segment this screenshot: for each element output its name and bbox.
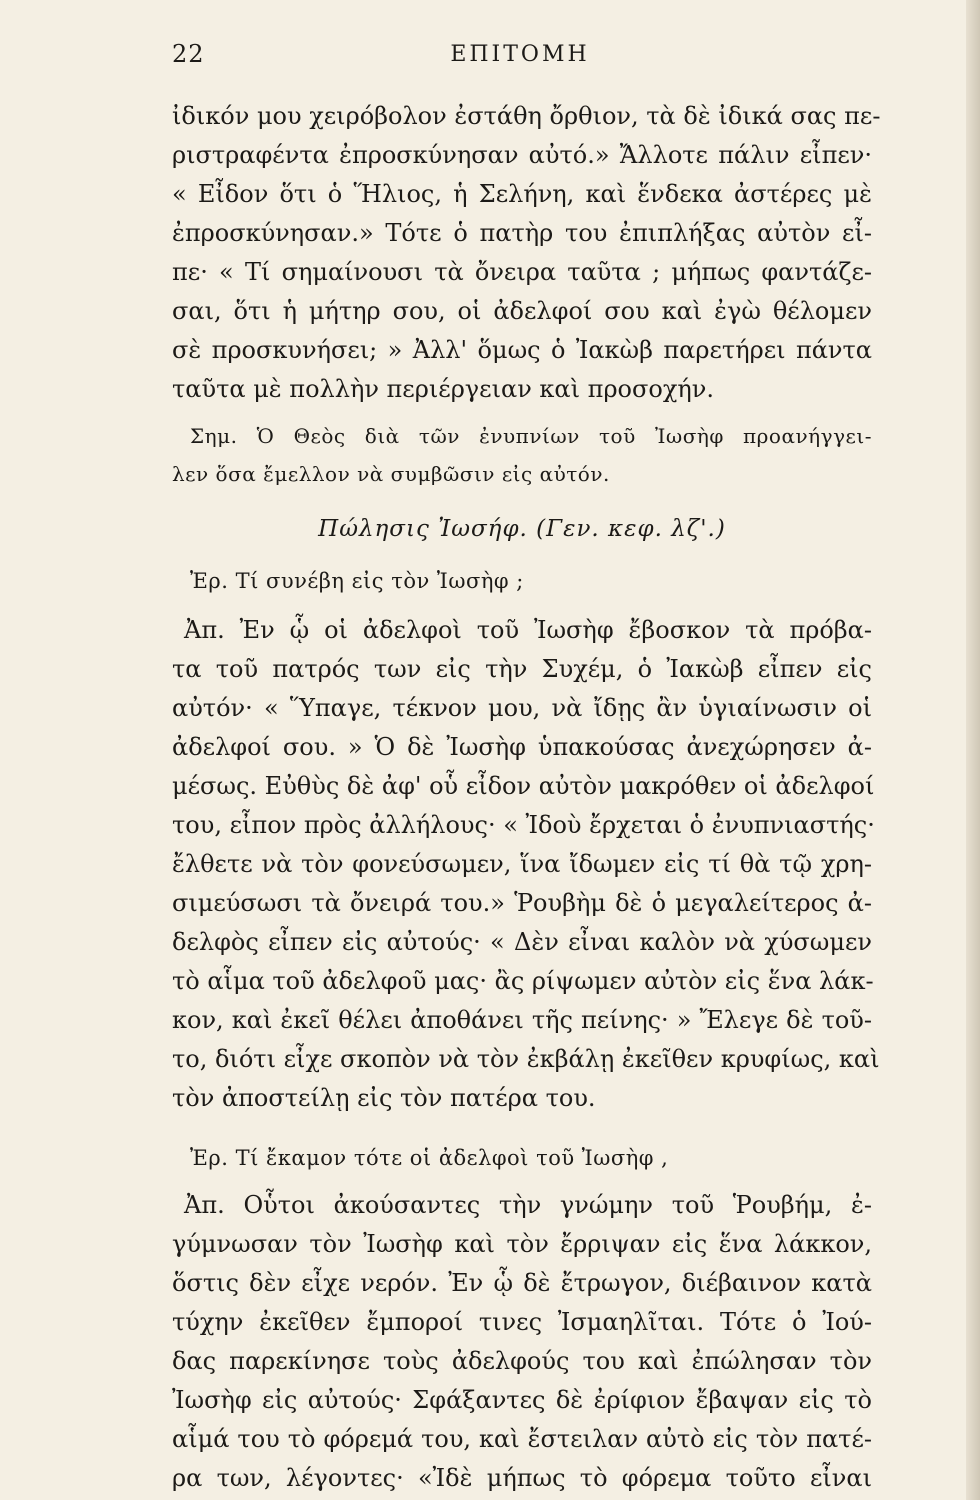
text-line: πε· « Τί σημαίνουσι τὰ ὄνειρα ταῦτα ; μήπως φαντάζε- (172, 258, 872, 286)
text-line: ταῦτα μὲ πολλὴν περιέργειαν καὶ προσοχήν. (172, 375, 714, 403)
footnote (172, 417, 872, 493)
text-line: κον, καὶ ἐκεῖ θέλει ἀποθάνει τῆς πείνης· » Ἔλεγε δὲ τοῦ- (172, 1006, 872, 1034)
text-line: ἐπροσκύνησαν.» Τότε ὁ πατὴρ του ἐπιπλήξας αὐτὸν εἶ- (172, 219, 872, 247)
text-line: « Εἶδον ὅτι ὁ Ἥλιος, ἡ Σελήνη, καὶ ἕνδεκα ἀστέρες μὲ (172, 180, 872, 208)
page-header (170, 40, 870, 80)
text-line: ἀδελφοί σου. » Ὁ δὲ Ἰωσὴφ ὑπακούσας ἀνεχώρησεν ἀ- (172, 733, 872, 761)
text-line: σιμεύσωσι τὰ ὄνειρά του.» Ῥουβὴμ δὲ ὁ μεγαλείτερος ἀ- (172, 889, 872, 917)
text-line: το, διότι εἶχε σκοπὸν νὰ τὸν ἐκβάλῃ ἐκεῖθεν κρυφίως, καὶ (172, 1045, 880, 1073)
page-body (172, 97, 881, 1498)
text-line: δελφὸς εἶπεν εἰς αὐτούς· « Δὲν εἶναι καλὸν νὰ χύσωμεν (172, 928, 872, 956)
paragraph-1 (172, 97, 881, 409)
text-line: γύμνωσαν τὸν Ἰωσὴφ καὶ τὸν ἔρριψαν εἰς ἕνα λάκκον, (172, 1230, 872, 1258)
text-line: δας παρεκίνησε τοὺς ἀδελφούς του καὶ ἐπώλησαν τὸν (172, 1347, 872, 1375)
text-line: αὐτόν· « Ὕπαγε, τέκνον μου, νὰ ἴδῃς ἂν ὑγιαίνωσιν οἱ (172, 694, 872, 722)
text-line: Ἀπ. Ἐν ᾧ οἱ ἀδελφοὶ τοῦ Ἰωσὴφ ἔβοσκον τὰ πρόβα- (184, 616, 872, 644)
text-line: τα τοῦ πατρός των εἰς τὴν Συχέμ, ὁ Ἰακὼβ εἶπεν εἰς (172, 655, 872, 683)
question-1: Ἐρ. Τί συνέβη εἰς τὸν Ἰωσὴφ ; (190, 569, 524, 593)
note-line: λεν ὅσα ἔμελλον νὰ συμβῶσιν εἰς αὐτόν. (172, 462, 610, 486)
text-line: ἰδικόν μου χειρόβολον ἐστάθη ὄρθιον, τὰ δὲ ἰδικά σας πε- (172, 102, 881, 130)
text-line: Ἰωσὴφ εἰς αὐτούς· Σφάξαντες δὲ ἐρίφιον ἔβαψαν εἰς τὸ (172, 1386, 872, 1414)
page-edge (966, 0, 980, 1500)
text-line: ρα των, λέγοντες· «Ἰδὲ μήπως τὸ φόρεμα τοῦτο εἶναι (172, 1464, 872, 1492)
text-line: τὸ αἷμα τοῦ ἀδελφοῦ μας· ἂς ρίψωμεν αὐτὸν εἰς ἕνα λάκ- (172, 967, 874, 995)
question-2: Ἐρ. Τί ἔκαμον τότε οἱ ἀδελφοὶ τοῦ Ἰωσὴφ , (190, 1146, 669, 1170)
answer-2 (172, 1186, 872, 1498)
text-line: σαι, ὅτι ἡ μήτηρ σου, οἱ ἀδελφοί σου καὶ ἐγὼ θέλομεν (172, 297, 872, 325)
answer-1 (172, 611, 880, 1118)
text-line: ὅστις δὲν εἶχε νερόν. Ἐν ᾧ δὲ ἔτρωγον, διέβαινον κατὰ (172, 1269, 872, 1297)
text-line: σὲ προσκυνήσει; » Ἀλλ' ὅμως ὁ Ἰακὼβ παρετήρει πάντα (172, 336, 872, 364)
text-line: αἷμά του τὸ φόρεμά του, καὶ ἔστειλαν αὐτὸ εἰς τὸν πατέ- (172, 1425, 872, 1453)
text-line: ριστραφέντα ἐπροσκύνησαν αὐτό.» Ἄλλοτε πάλιν εἶπεν· (172, 141, 872, 169)
text-line: του, εἶπον πρὸς ἀλλήλους· « Ἰδοὺ ἔρχεται ὁ ἐνυπνιαστής· (172, 811, 875, 839)
note-line: Σημ. Ὁ Θεὸς διὰ τῶν ἐνυπνίων τοῦ Ἰωσὴφ προανήγγει- (190, 424, 872, 448)
running-title: ΕΠΙΤΟΜΗ (450, 42, 590, 67)
text-line: ἔλθετε νὰ τὸν φονεύσωμεν, ἵνα ἴδωμεν εἰς τί θὰ τῷ χρη- (172, 850, 872, 878)
text-line: Ἀπ. Οὗτοι ἀκούσαντες τὴν γνώμην τοῦ Ῥουβήμ, ἐ- (184, 1191, 872, 1219)
text-line: τύχην ἐκεῖθεν ἔμποροί τινες Ἰσμαηλῖται. Τότε ὁ Ἰού- (172, 1308, 872, 1336)
section-heading: Πώλησις Ἰωσήφ. (Γεν. κεφ. λζ'.) (318, 516, 726, 542)
text-line: τὸν ἀποστείλῃ εἰς τὸν πατέρα του. (172, 1084, 596, 1112)
page-number: 22 (172, 40, 205, 68)
text-line: μέσως. Εὐθὺς δὲ ἀφ' οὗ εἶδον αὐτὸν μακρόθεν οἱ ἀδελφοί (172, 772, 875, 800)
